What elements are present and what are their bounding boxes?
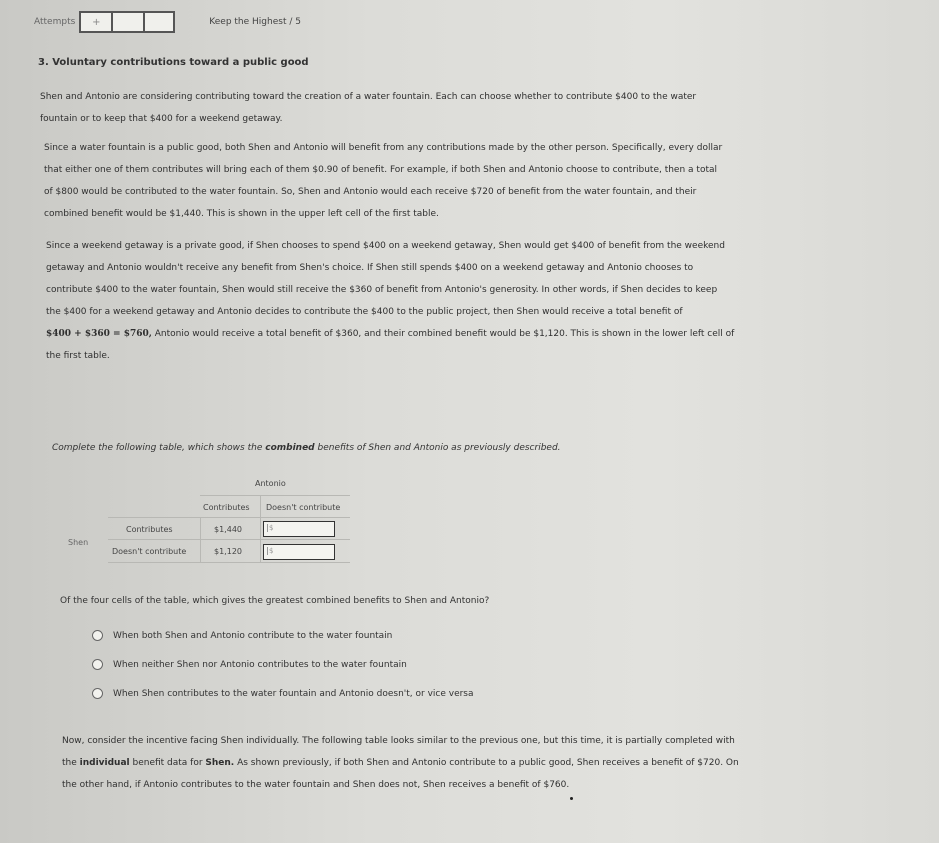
text-line: the first table. bbox=[46, 351, 110, 361]
column-header-doesnt-contribute: Doesn't contribute bbox=[266, 503, 341, 512]
cell-both-contribute: $1,440 bbox=[214, 525, 242, 534]
attempt-box-2 bbox=[111, 11, 143, 33]
table-divider bbox=[108, 539, 350, 540]
option-label: When Shen contributes to the water fountain and Antonio doesn't, or vice versa bbox=[113, 688, 474, 699]
dollar-prefix: $ bbox=[269, 524, 274, 532]
text-line: getaway and Antonio wouldn't receive any benefit from Shen's choice. If Shen still spends $400 on a weekend getaway and Antonio chooses to bbox=[46, 263, 694, 273]
math-expression: $400 + $360 = $760, bbox=[46, 329, 152, 339]
text-fragment: benefits of Shen and Antonio as previously described. bbox=[314, 443, 561, 453]
individual-incentive-paragraph bbox=[62, 730, 842, 796]
table-divider bbox=[200, 495, 350, 496]
combined-benefit-table bbox=[0, 470, 939, 570]
text-bold: Shen. bbox=[205, 758, 235, 768]
text-line: fountain or to keep that $400 for a weekend getaway. bbox=[40, 114, 283, 124]
attempts-bar bbox=[34, 10, 301, 34]
row-header-doesnt-contribute: Doesn't contribute bbox=[112, 547, 187, 556]
radio-button[interactable] bbox=[92, 630, 103, 641]
keep-highest-label: Keep the Highest / 5 bbox=[209, 17, 301, 27]
text-line: contribute $400 to the water fountain, Shen would still receive the $360 of benefit from Antonio's generosity. In other words, if Shen decides to keep bbox=[46, 285, 718, 295]
text-line: combined benefit would be $1,440. This is shown in the upper left cell of the first table. bbox=[44, 209, 439, 219]
table-divider bbox=[260, 495, 261, 562]
column-header-contributes: Contributes bbox=[203, 503, 250, 512]
intro-paragraph bbox=[40, 86, 820, 130]
text-line: Now, consider the incentive facing Shen individually. The following table looks similar to the previous one, but this time, it is partially completed with bbox=[62, 736, 735, 746]
text-line bbox=[46, 323, 846, 345]
text-fragment: Antonio would receive a total benefit of $360, and their combined benefit would be $1,120. This is shown in the lower left cell of bbox=[151, 329, 735, 339]
row-header-contributes: Contributes bbox=[126, 525, 173, 534]
attempt-boxes bbox=[79, 11, 175, 33]
dollar-prefix: $ bbox=[269, 547, 274, 555]
text-line: the $400 for a weekend getaway and Antonio decides to contribute the $400 to the public project, then Shen would receive a total benefit of bbox=[46, 307, 683, 317]
text-line: that either one of them contributes will bring each of them $0.90 of benefit. For example, if both Shen and Antonio choose to contribute, then a total bbox=[44, 165, 717, 175]
attempt-box-1 bbox=[79, 11, 111, 33]
table-divider bbox=[108, 562, 350, 563]
plus-icon: + bbox=[92, 16, 101, 28]
text-fragment: the bbox=[62, 758, 80, 768]
text-bold: individual bbox=[79, 758, 130, 768]
option-label: When neither Shen nor Antonio contributes to the water fountain bbox=[113, 659, 407, 670]
table-instruction bbox=[52, 443, 561, 453]
text-line: Since a water fountain is a public good, both Shen and Antonio will benefit from any contributions made by the other person. Specifically, every dollar bbox=[44, 143, 723, 153]
row-player-label: Shen bbox=[68, 538, 89, 547]
radio-button[interactable] bbox=[92, 688, 103, 699]
table-divider bbox=[108, 517, 350, 518]
text-line bbox=[62, 752, 842, 774]
cell-shen-not-antonio-yes: $1,120 bbox=[214, 547, 242, 556]
text-fragment: As shown previously, if both Shen and Antonio contribute to a public good, Shen receives a benefit of $720. On bbox=[234, 758, 739, 768]
text-line: the other hand, if Antonio contributes to the water fountain and Shen does not, Shen receives a benefit of $760. bbox=[62, 780, 570, 790]
column-player-label: Antonio bbox=[255, 479, 286, 488]
attempt-box-3 bbox=[143, 11, 175, 33]
private-good-paragraph bbox=[46, 235, 846, 367]
mouse-cursor bbox=[570, 797, 573, 800]
radio-button[interactable] bbox=[92, 659, 103, 670]
option-neither-contribute[interactable] bbox=[92, 659, 407, 670]
attempts-label: Attempts bbox=[34, 17, 76, 27]
option-both-contribute[interactable] bbox=[92, 630, 392, 641]
text-line: Since a weekend getaway is a private good, if Shen chooses to spend $400 on a weekend getaway, Shen would get $400 of benefit from the weekend bbox=[46, 241, 725, 251]
table-divider bbox=[200, 517, 201, 562]
question-title: 3. Voluntary contributions toward a public good bbox=[38, 57, 309, 68]
public-good-paragraph bbox=[44, 137, 834, 225]
text-fragment: benefit data for bbox=[129, 758, 206, 768]
option-label: When both Shen and Antonio contribute to the water fountain bbox=[113, 630, 393, 641]
mc-question: Of the four cells of the table, which gives the greatest combined benefits to Shen and Antonio? bbox=[60, 596, 490, 606]
text-bold: combined bbox=[265, 443, 315, 453]
text-fragment: Complete the following table, which shows the bbox=[52, 443, 266, 453]
text-line: Shen and Antonio are considering contributing toward the creation of a water fountain. Each can choose whether to contribute $400 to the water bbox=[40, 92, 697, 102]
text-line: of $800 would be contributed to the water fountain. So, Shen and Antonio would each receive $720 of benefit from the water fountain, and their bbox=[44, 187, 697, 197]
input-neither-contribute[interactable] bbox=[263, 544, 335, 560]
option-one-contributes[interactable] bbox=[92, 688, 474, 699]
input-shen-yes-antonio-no[interactable] bbox=[263, 521, 335, 537]
